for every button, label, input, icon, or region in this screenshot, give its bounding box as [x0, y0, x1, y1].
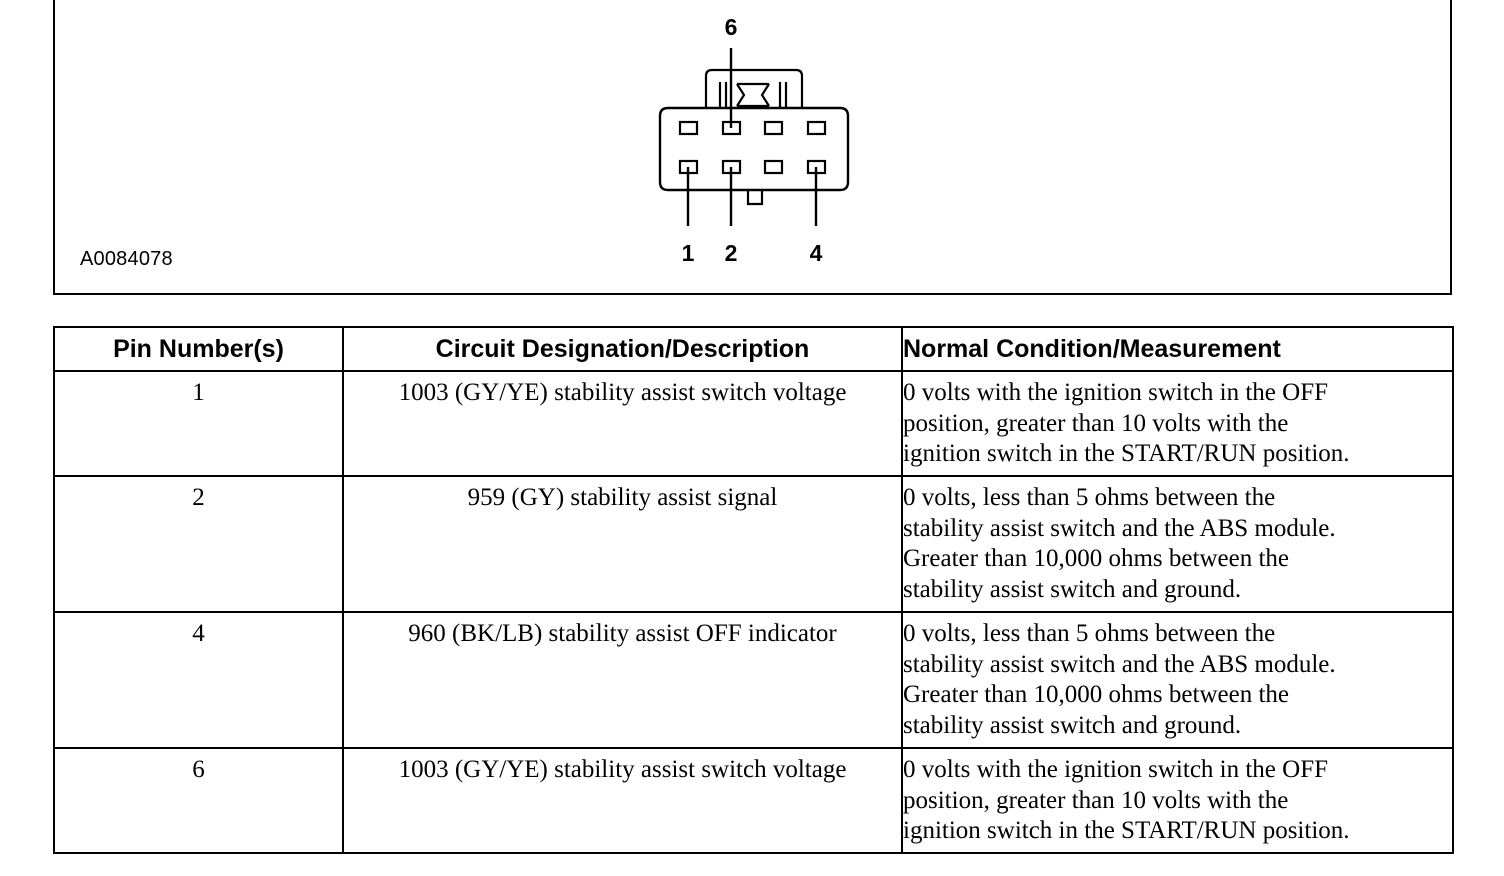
normal-line: 0 volts, less than 5 ohms between the: [903, 620, 1276, 647]
circuit-cell: 960 (BK/LB) stability assist OFF indicator: [343, 612, 902, 748]
normal-line: stability assist switch and the ABS module.: [903, 514, 1336, 542]
cavity-top-1: [680, 122, 697, 134]
normal-condition-cell: [902, 612, 1453, 748]
pin-table: [53, 326, 1454, 854]
table-row: [54, 748, 1453, 853]
table-row: [54, 476, 1453, 612]
normal-line: position, greater than 10 volts with the: [903, 409, 1289, 437]
normal-line: ignition switch in the START/RUN position.: [903, 440, 1350, 467]
callout-2: 2: [724, 240, 738, 266]
callout-1: 1: [681, 240, 695, 266]
cavity-bottom-3: [765, 161, 782, 173]
normal-condition-cell: [902, 371, 1453, 476]
pin-number-cell: 6: [54, 748, 343, 853]
normal-line: stability assist switch and ground.: [903, 711, 1242, 739]
normal-line: position, greater than 10 volts with the: [903, 786, 1289, 814]
header-circuit-designation: Circuit Designation/Description: [343, 327, 902, 371]
table-row: [54, 371, 1453, 476]
callout-4: 4: [809, 240, 823, 266]
normal-line: stability assist switch and the ABS module.: [903, 650, 1336, 678]
header-normal-condition: Normal Condition/Measurement: [902, 327, 1453, 371]
normal-condition-cell: [902, 476, 1453, 612]
normal-line: 0 volts with the ignition switch in the OFF: [903, 379, 1329, 406]
table-header-row: [54, 327, 1453, 371]
figure-id: A0084078: [80, 248, 173, 270]
normal-line: Greater than 10,000 ohms between the: [903, 681, 1289, 708]
circuit-cell: 959 (GY) stability assist signal: [343, 476, 902, 612]
normal-line: stability assist switch and ground.: [903, 575, 1242, 603]
normal-line: 0 volts with the ignition switch in the OFF: [903, 756, 1329, 783]
normal-line: 0 volts, less than 5 ohms between the: [903, 484, 1276, 511]
callout-6: 6: [724, 14, 738, 40]
header-pin-numbers: Pin Number(s): [54, 327, 343, 371]
cavity-top-4: [808, 122, 825, 134]
cavity-top-3: [765, 122, 782, 134]
pin-number-cell: 1: [54, 371, 343, 476]
normal-condition-cell: [902, 748, 1453, 853]
normal-line: Greater than 10,000 ohms between the: [903, 545, 1289, 572]
normal-line: ignition switch in the START/RUN position.: [903, 817, 1350, 844]
connector-key: [748, 190, 762, 204]
pin-number-cell: 2: [54, 476, 343, 612]
circuit-cell: 1003 (GY/YE) stability assist switch voltage: [343, 371, 902, 476]
connector-face-diagram: [640, 8, 870, 270]
pin-number-cell: 4: [54, 612, 343, 748]
table-row: [54, 612, 1453, 748]
connector-latch: [706, 70, 802, 108]
circuit-cell: 1003 (GY/YE) stability assist switch voltage: [343, 748, 902, 853]
